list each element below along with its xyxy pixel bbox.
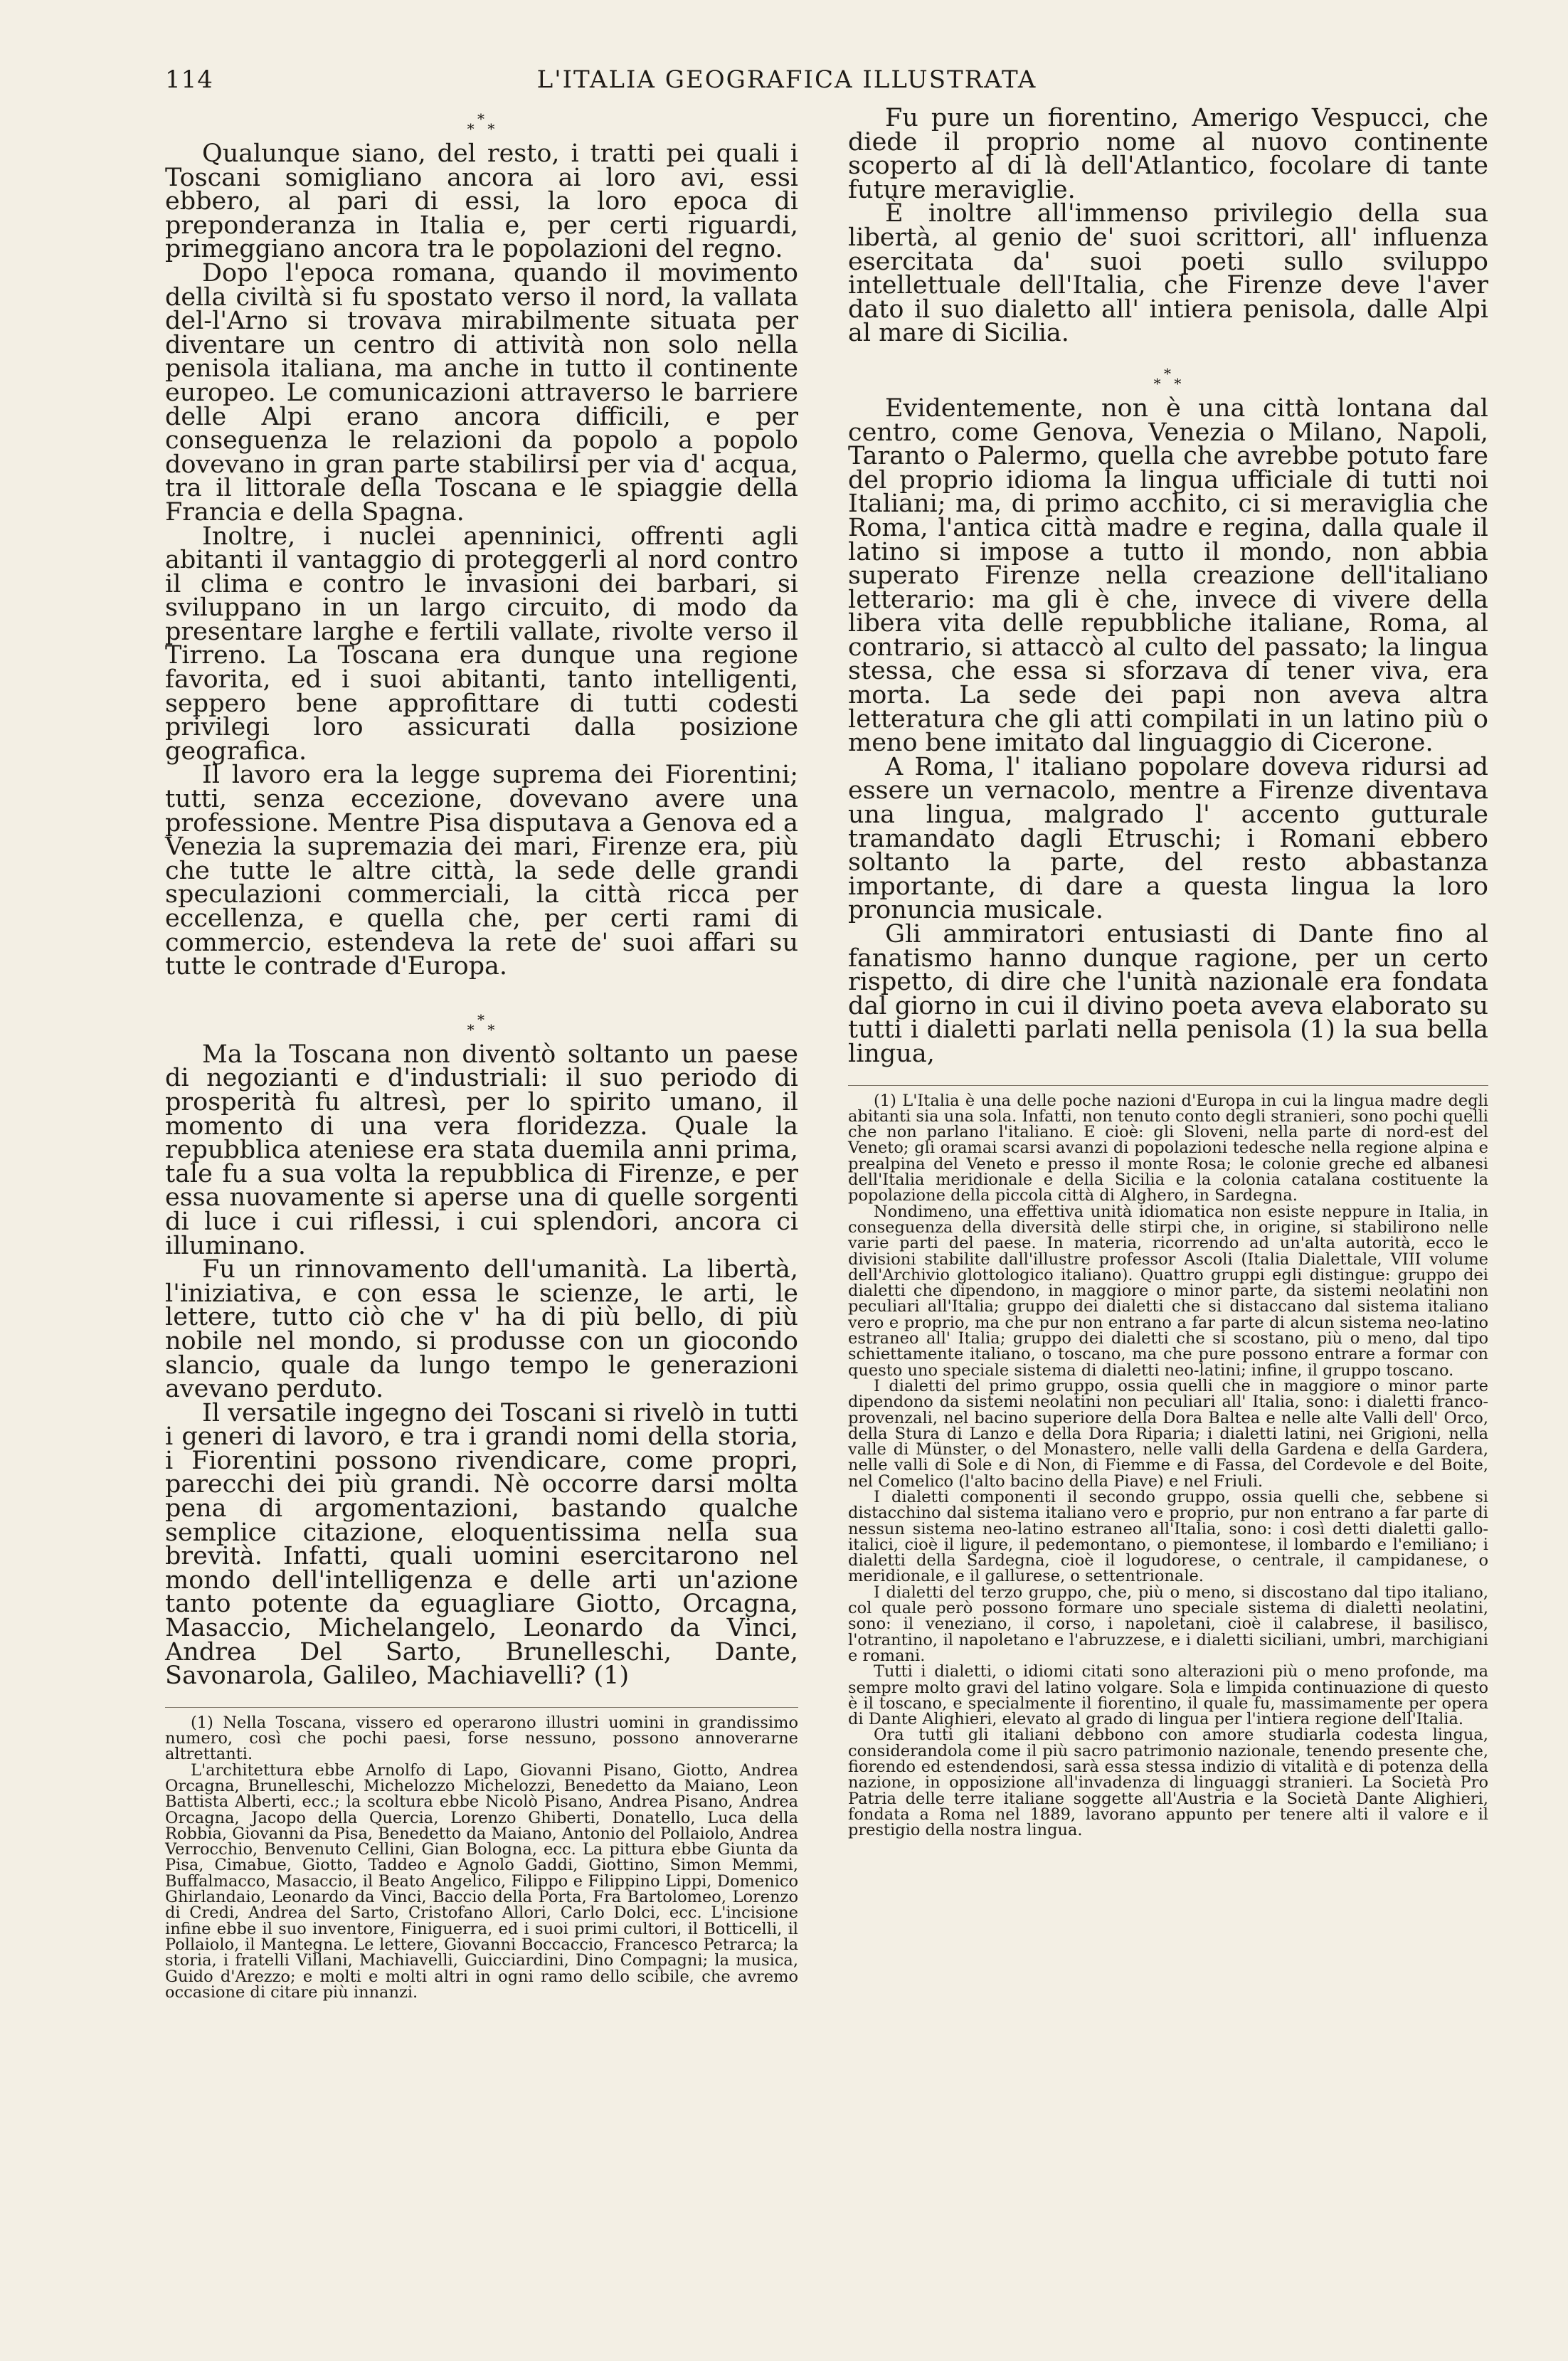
footnote: Tutti i dialetti, o idiomi citati sono alterazioni più o meno profonde, ma sempre molto gravi del latino volgare. Sola e limpida continuazione di questo è il toscano, e specialmente il fiorentino, il quale fu, massimamente per opera di Dante Alighieri, elevato al grado di lingua per l'intiera regione dell'Italia. xyxy=(848,1662,1488,1729)
paragraph: Fu un rinnovamento dell'umanità. La libertà, l'iniziativa, e con essa le scienze, le arti, le lettere, tutto ciò che v' ha di più bello, di più nobile nel mondo, si produsse con un giocondo slancio, quale da lungo tempo le generazioni avevano perduto. xyxy=(165,1255,798,1404)
page-number: 114 xyxy=(165,65,213,94)
paragraph: A Roma, l' italiano popolare doveva ridursi ad essere un vernacolo, mentre a Firenze diventava una lingua, malgrado l' accento gutturale tramandato dagli Etruschi; i Romani ebbero soltanto la parte, del resto abbastanza importante, di dare a questa lingua la loro pronuncia musicale. xyxy=(848,752,1488,925)
body-text xyxy=(165,139,798,981)
page-header xyxy=(165,65,1409,101)
footnote: I dialetti del primo gruppo, ossia quelli che in maggiore o minor parte dipendono da sistemi neolatini non peculiari all' Italia, sono: i dialetti franco-provenzali, nel bacino superiore della Dora Baltea e nelle alte Valli dell' Orco, della Stura di Lanzo e della Dora Riparia; i dialetti latini, nei Grigioni, nella valle di Münster, o del Monastero, nelle valli della Gardena e della Gardera, nelle valli di Sole e di Non, di Fiemme e di Fassa, del Cordevole e del Boite, nel Comelico (l'alto bacino della Piave) e nel Friuli. xyxy=(848,1376,1488,1491)
footnote: I dialetti componenti il secondo gruppo, ossia quelli che, sebbene si distacchino dal sistema italiano vero e proprio, pur non entrano a far parte di nessun sistema neo-latino estraneo all'Italia, sono: i così detti dialetti gallo-italici, cioè il ligure, il pedemontano, o piemontese, il lombardo e l'emiliano; i dialetti della Sardegna, cioè il logudorese, o centrale, il campidanese, o meridionale, e il gallurese, o settentrionale. xyxy=(848,1487,1488,1586)
right-column xyxy=(848,104,1488,1840)
running-title: L'ITALIA GEOGRAFICA ILLUSTRATA xyxy=(536,65,1037,94)
paragraph: Il versatile ingegno dei Toscani si rivelò in tutti i generi di lavoro, e tra i grandi nomi della storia, i Fiorentini possono rivendicare, come propri, parecchi dei più grandi. Nè occorre darsi molta pena di argomentazioni, bastando qualche semplice citazione, eloquentissima nella sua brevità. Infatti, quali uomini esercitarono nel mondo dell'intelligenza e delle arti un'azione tanto potente da eguagliare Giotto, Orcagna, Masaccio, Michelangelo, Leonardo da Vinci, Andrea Del Sarto, Brunelleschi, Dante, Savonarola, Galileo, Machiavelli? (1) xyxy=(165,1398,798,1691)
paragraph: Gli ammiratori entusiasti di Dante fino al fanatismo hanno dunque ragione, per un certo rispetto, di dire che l'unità nazionale era fondata dal giorno in cui il divino poeta aveva elaborato su tutti i dialetti parlati nella penisola (1) la sua bella lingua, xyxy=(848,920,1488,1068)
paragraph: Qualunque siano, del resto, i tratti pei quali i Toscani somigliano ancora ai loro avi, essi ebbero, al pari di essi, la loro epoca di preponderanza in Italia e, per certi riguardi, primeggiano ancora tra le popolazioni del regno. xyxy=(165,139,798,264)
paragraph: Il lavoro era la legge suprema dei Fiorentini; tutti, senza eccezione, dovevano avere una professione. Mentre Pisa disputava a Genova ed a Venezia la supremazia dei mari, Firenze era, più che tutte le altre città, la sede delle grandi speculazioni commerciali, la città ricca per eccellenza, e quella che, per certi rami di commercio, estendeva la rete de' suoi affari su tutte le contrade d'Europa. xyxy=(165,761,798,981)
footnotes xyxy=(165,1707,798,2000)
paragraph: Fu pure un fiorentino, Amerigo Vespucci, che diede il proprio nome al nuovo continente scoperto al di là dell'Atlantico, focolare di tante future meraviglie. xyxy=(848,104,1488,204)
paragraph: Inoltre, i nuclei apenninici, offrenti agli abitanti il vantaggio di proteggerli al nord contro il clima e contro le invasioni dei barbari, si sviluppano in un largo circuito, di modo da presentare larghe e fertili vallate, rivolte verso il Tirreno. La Toscana era dunque una regione favorita, ed i suoi abitanti, tanto intelligenti, seppero bene approfittare di tutti codesti privilegi loro assicurati dalla posizione geografica. xyxy=(165,522,798,766)
left-column xyxy=(165,107,798,2000)
paragraph: Evidentemente, non è una città lontana dal centro, come Genova, Venezia o Milano, Napoli, Taranto o Palermo, quella che avrebbe potuto fare del proprio idioma la lingua ufficiale di tutti noi Italiani; ma, di primo acchito, ci si meraviglia che Roma, l'antica città madre e regina, dalla quale il latino si impose a tutto il mondo, non abbia superato Firenze nella creazione dell'italiano letterario: ma gli è che, invece di vivere della libera vita delle repubbliche italiane, Roma, al contrario, si attaccò al culto del passato; la lingua stessa, che essa si sforzava di tener viva, era morta. La sede dei papi non aveva altra letteratura che gli atti compilati in un latino più o meno bene imitato dal linguaggio di Cicerone. xyxy=(848,394,1488,758)
body-text xyxy=(848,104,1488,348)
section-asterism: * * * xyxy=(1153,364,1183,392)
section-asterism: * * * xyxy=(467,1010,497,1038)
footnotes xyxy=(848,1085,1488,1839)
footnote: Ora tutti gli italiani debbono con amore studiarla codesta lingua, considerandola come il più sacro patrimonio nazionale, tenendo presente che, fiorendo ed estendendosi, sarà essa stessa indizio di vitalità e di potenza della nazione, in opposizione all'invadenza di linguaggi stranieri. La Società Pro Patria delle terre italiane soggette all'Austria e la Società Dante Alighieri, fondata a Roma nel 1889, lavorano appunto per tenere alti il valore e il prestigio della nostra lingua. xyxy=(848,1726,1488,1840)
paragraph: Ma la Toscana non diventò soltanto un paese di negozianti e d'industriali: il suo periodo di prosperità fu altresì, per lo spirito umano, il momento di una vera floridezza. Quale la repubblica ateniese era stata duemila anni prima, tale fu a sua volta la repubblica di Firenze, e per essa nuovamente si aperse una di quelle sorgenti di luce i cui riflessi, i cui splendori, ancora ci illuminano. xyxy=(165,1040,798,1260)
paragraph: È inoltre all'immenso privilegio della sua libertà, al genio de' suoi scrittori, all' influenza esercitata da' suoi poeti sullo sviluppo intellettuale dell'Italia, che Firenze deve l'aver dato il suo dialetto all' intiera penisola, dalle Alpi al mare di Sicilia. xyxy=(848,199,1488,348)
footnote: L'architettura ebbe Arnolfo di Lapo, Giovanni Pisano, Giotto, Andrea Orcagna, Brunelleschi, Michelozzo Michelozzi, Benedetto da Maiano, Leon Battista Alberti, ecc.; la scoltura ebbe Nicolò Pisano, Andrea Pisano, Andrea Orcagna, Jacopo della Quercia, Lorenzo Ghiberti, Donatello, Luca della Robbia, Giovanni da Pisa, Benedetto da Maiano, Antonio del Pollaiolo, Andrea Verrocchio, Benvenuto Cellini, Gian Bologna, ecc. La pittura ebbe Giunta da Pisa, Cimabue, Giotto, Taddeo e Agnolo Gaddi, Giottino, Simon Memmi, Buffalmacco, Masaccio, il Beato Angelico, Filippo e Filippino Lippi, Domenico Ghirlandaio, Leonardo da Vinci, Baccio della Porta, Fra Bartolomeo, Lorenzo di Credi, Andrea del Sarto, Cristofano Allori, Carlo Dolci, ecc. L'incisione infine ebbe il suo inventore, Finiguerra, ed i suoi primi cultori, il Botticelli, il Pollaiolo, il Mantegna. Le lettere, Giovanni Boccaccio, Francesco Petrarca; la storia, i fratelli Villani, Machiavelli, Guicciardini, Dino Compagni; la musica, Guido d'Arezzo; e molti e molti altri in ogni ramo dello scibile, che avremo occasione di citare più innanzi. xyxy=(165,1760,798,2002)
section-asterism: * * * xyxy=(467,110,497,137)
footnote: I dialetti del terzo gruppo, che, più o meno, si discostano dal tipo italiano, col quale però possono formare uno speciale sistema di dialetti neolatini, sono: il veneziano, il corso, i napoletani, cioè il calabrese, il basilisco, l'otrantino, il napoletano e l'abruzzese, e i dialetti siciliani, umbri, marchigiani e romani. xyxy=(848,1583,1488,1665)
body-text xyxy=(165,1040,798,1691)
footnote: (1) Nella Toscana, vissero ed operarono illustri uomini in grandissimo numero, così che pochi paesi, forse nessuno, possono annoverarne altrettanti. xyxy=(165,1713,798,1764)
footnote: Nondimeno, una effettiva unità idiomatica non esiste neppure in Italia, in conseguenza della diversità delle stirpi che, in origine, si stabilirono nelle varie parti del paese. In materia, ricorrendo ad un'alta autorità, ecco le divisioni stabilite dall'illustre professor Ascoli (Italia Dialettale, VIII volume dell'Archivio glottologico italiano). Quattro gruppi egli distingue: gruppo dei dialetti che dipendono, in maggiore o minor parte, da sistemi neolatini non peculiari all'Italia; gruppo dei dialetti che si distaccano dal sistema italiano vero e proprio, ma che pur non entrano a far parte di alcun sistema neo-latino estraneo all' Italia; gruppo dei dialetti che si scostano, più o meno, dal tipo schiettamente italiano, o toscano, ma che pure possono entrare a formar con questo uno speciale sistema di dialetti neo-latini; infine, il gruppo toscano. xyxy=(848,1202,1488,1380)
footnote: (1) L'Italia è una delle poche nazioni d'Europa in cui la lingua madre degli abitanti sia una sola. Infatti, non tenuto conto degli stranieri, sono pochi quelli che non parlano l'italiano. E cioè: gli Sloveni, nella parte di nord-est del Veneto; gli oramai scarsi avanzi di popolazioni tedesche nella regione alpina e prealpina del Veneto e presso il monte Rosa; le colonie greche ed albanesi dell'Italia meridionale e della Sicilia e la colonia catalana costituente la popolazione della piccola città di Alghero, in Sardegna. xyxy=(848,1091,1488,1205)
paragraph: Dopo l'epoca romana, quando il movimento della civiltà si fu spostato verso il nord, la vallata del-l'Arno si trovava mirabilmente situata per diventare un centro di attività non solo nella penisola italiana, ma anche in tutto il continente europeo. Le comunicazioni attraverso le barriere delle Alpi erano ancora difficili, e per conseguenza le relazioni da popolo a popolo dovevano in gran parte stabilirsi per via d' acqua, tra il littorale della Toscana e le spiaggie della Francia e della Spagna. xyxy=(165,258,798,527)
body-text xyxy=(848,394,1488,1068)
